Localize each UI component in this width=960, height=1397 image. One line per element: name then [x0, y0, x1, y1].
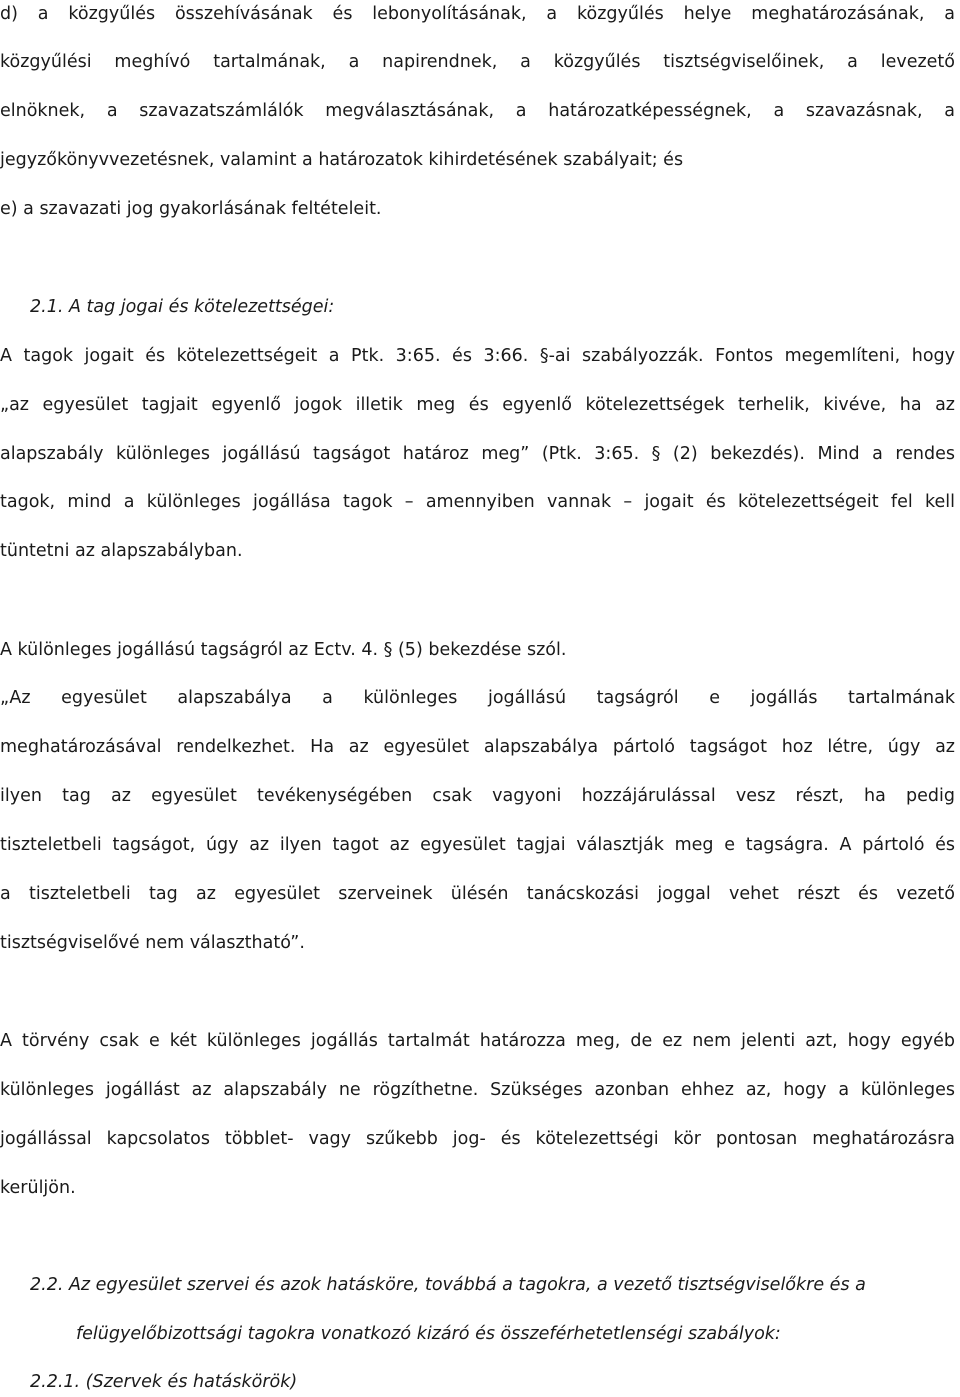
paragraph-3-line-2: „Az egyesület alapszabálya a különleges jogállású tagságról e jogállás tartalmának: [0, 688, 955, 708]
paragraph-2-line-2: „az egyesület tagjait egyenlő jogok illetik meg és egyenlő kötelezettségek terhelik, kivéve, ha az: [0, 395, 955, 415]
section-2-2-heading-line-2: felügyelőbizottsági tagokra vonatkozó kizáró és összeférhetetlenségi szabályok:: [76, 1324, 781, 1344]
paragraph-4-line-2: különleges jogállást az alapszabály ne rögzíthetne. Szükséges azonban ehhez az, hogy a különleges: [0, 1080, 955, 1100]
paragraph-1-line-5: e) a szavazati jog gyakorlásának feltételeit.: [0, 199, 382, 219]
paragraph-2-line-5: tüntetni az alapszabályban.: [0, 541, 243, 561]
paragraph-1-line-3: elnöknek, a szavazatszámlálók megválasztásának, a határozatképességnek, a szavazásnak, a: [0, 101, 955, 121]
paragraph-1-line-1: d) a közgyűlés összehívásának és lebonyolításának, a közgyűlés helye meghatározásának, a: [0, 4, 955, 24]
paragraph-4-line-3: jogállással kapcsolatos többlet- vagy szűkebb jog- és kötelezettségi kör pontosan meghatározásra: [0, 1129, 955, 1149]
paragraph-2-line-3: alapszabály különleges jogállású tagságot határoz meg” (Ptk. 3:65. § (2) bekezdés). Mind a rendes: [0, 444, 955, 464]
paragraph-1-line-2: közgyűlési meghívó tartalmának, a napirendnek, a közgyűlés tisztségviselőinek, a levezető: [0, 52, 955, 72]
paragraph-3-line-5: tiszteletbeli tagságot, úgy az ilyen tagot az egyesület tagjai választják meg e tagságra. A pártoló és: [0, 835, 955, 855]
paragraph-1-line-4: jegyzőkönyvvezetésnek, valamint a határozatok kihirdetésének szabályait; és: [0, 150, 684, 170]
paragraph-2-line-4: tagok, mind a különleges jogállása tagok – amennyiben vannak – jogait és kötelezettségeit fel kell: [0, 492, 955, 512]
section-2-2-1-heading: 2.2.1. (Szervek és hatáskörök): [30, 1372, 298, 1392]
paragraph-3-line-3: meghatározásával rendelkezhet. Ha az egyesület alapszabálya pártoló tagságot hoz létre, úgy az: [0, 737, 955, 757]
paragraph-3-line-1: A különleges jogállású tagságról az Ectv. 4. § (5) bekezdése szól.: [0, 640, 567, 660]
section-2-1-heading: 2.1. A tag jogai és kötelezettségei:: [30, 297, 335, 317]
paragraph-3-line-4: ilyen tag az egyesület tevékenységében csak vagyoni hozzájárulással vesz részt, ha pedig: [0, 786, 955, 806]
paragraph-3-line-6: a tiszteletbeli tag az egyesület szerveinek ülésén tanácskozási joggal vehet részt és vezető: [0, 884, 955, 904]
section-2-2-heading-line-1: 2.2. Az egyesület szervei és azok hatásköre, továbbá a tagokra, a vezető tisztségviselőkre és a: [30, 1275, 866, 1295]
paragraph-4-line-4: kerüljön.: [0, 1178, 76, 1198]
paragraph-2-line-1: A tagok jogait és kötelezettségeit a Ptk. 3:65. és 3:66. §-ai szabályozzák. Fontos megemlíteni, hogy: [0, 346, 955, 366]
paragraph-4-line-1: A törvény csak e két különleges jogállás tartalmát határozza meg, de ez nem jelenti azt, hogy egyéb: [0, 1031, 955, 1051]
paragraph-3-line-7: tisztségviselővé nem választható”.: [0, 933, 305, 953]
